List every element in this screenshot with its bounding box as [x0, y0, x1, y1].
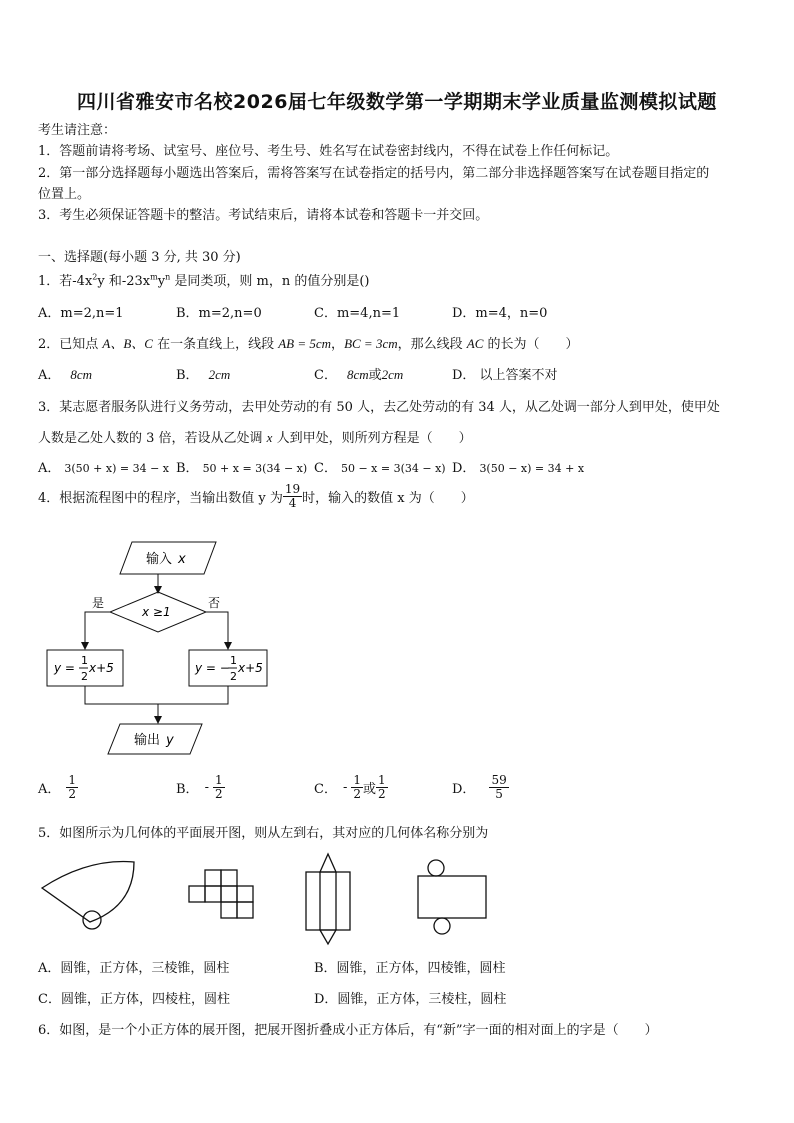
q3-option-d-label: D． — [452, 461, 476, 476]
q3-option-a-expr: 3(50 + x) = 34 − x — [64, 462, 170, 475]
q1-mid: y 和-23x — [97, 274, 151, 289]
notice-item-1: 1．答题前请将考场、试室号、座位号、考生号、姓名写在试卷密封线内，不得在试卷上作任何标记。 — [38, 144, 619, 159]
q4-option-d-den: 5 — [495, 787, 503, 801]
q2-option-b — [176, 364, 230, 383]
q4-option-a — [38, 774, 78, 801]
q4-option-a-den: 2 — [68, 787, 77, 801]
notice-item-2: 2．第一部分选择题每小题选出答案后，需将答案写在试卷指定的括号内，第二部分非选择题答案写在试卷题目指定的 — [38, 166, 710, 181]
q4-option-b — [176, 774, 225, 801]
q4-option-c-frac-2 — [376, 774, 388, 801]
q2-ab: AB = 5cm — [278, 336, 332, 351]
flow-yes-label: 是 — [92, 596, 105, 610]
q3-option-a-label: A． — [38, 461, 61, 476]
flowchart — [40, 534, 280, 760]
q4-option-c-num-2: 1 — [378, 773, 386, 787]
prism-net — [306, 854, 350, 944]
q3-line-1: 3．某志愿者服务队进行义务劳动，去甲处劳动的有 50 人，去乙处劳动的有 34 人，从乙处调一部分人到甲处，使甲处 — [38, 400, 720, 415]
q3-option-d — [452, 457, 584, 476]
q3-option-d-expr: 3(50 − x) = 34 + x — [479, 462, 585, 475]
cylinder-net — [418, 860, 486, 934]
q4-option-a-frac — [66, 774, 78, 801]
flow-right-post: x+5 — [238, 661, 263, 675]
notice-item-3: 3．考生必须保证答题卡的整洁。考试结束后，请将本试卷和答题卡一并交回。 — [38, 208, 489, 223]
q2-text-d: 的长为（ ） — [483, 337, 579, 352]
q5-text: 5．如图所示为几何体的平面展开图，则从左到右，其对应的几何体名称分别为 — [38, 826, 489, 841]
question-4 — [38, 483, 474, 510]
flow-input-var: x — [178, 552, 186, 567]
q3-option-b-expr: 50 + x = 3(34 − x) — [202, 462, 308, 475]
q1-option-d: D．m=4，n=0 — [452, 306, 548, 321]
flow-right-coef-num: 1 — [230, 654, 237, 667]
q1-mid-2: y — [157, 274, 166, 289]
flow-condition: x ≥1 — [142, 605, 171, 619]
flow-input-label: 输入 — [146, 552, 173, 567]
q4-option-c-label: C． — [314, 782, 337, 797]
flow-left-coef-num: 1 — [81, 654, 88, 667]
q3-option-c-expr: 50 − x = 3(34 − x) — [340, 462, 446, 475]
question-2 — [38, 333, 579, 352]
q4-option-c-den: 2 — [353, 787, 361, 801]
flow-left-post: x+5 — [89, 661, 114, 675]
q2-option-c-label: C． — [314, 368, 337, 383]
q3-line-2b: 人到甲处，则所列方程是（ ） — [272, 431, 472, 446]
q5-option-a: A．圆锥，正方体，三棱锥，圆柱 — [38, 961, 230, 976]
q2-option-c-or: 或 — [368, 368, 382, 383]
q5-option-b: B．圆锥，正方体，四棱锥，圆柱 — [314, 961, 506, 976]
q4-option-b-frac — [213, 774, 225, 801]
q2-option-c-value-2: 2cm — [381, 367, 404, 382]
q1-option-a: A．m=2,n=1 — [38, 306, 124, 321]
q4-option-c-num: 1 — [353, 773, 361, 787]
q2-option-a — [38, 364, 92, 383]
q2-ac: AC — [466, 336, 484, 351]
q3-option-b — [176, 457, 307, 476]
flow-output-label: 输出 — [134, 733, 161, 748]
q5-nets-figure — [30, 848, 510, 948]
flow-left-coef-den: 2 — [81, 670, 88, 683]
q2-text-b: 在一条直线上，线段 — [152, 337, 279, 352]
q4-text-b: 时，输入的数值 x 为（ ） — [302, 491, 474, 506]
q4-text-a: 4．根据流程图中的程序，当输出数值 y 为 — [38, 491, 283, 506]
q2-option-b-value: 2cm — [208, 367, 231, 382]
q2-option-a-value: 8cm — [70, 367, 93, 382]
q2-sep: ， — [331, 337, 345, 352]
q4-option-a-label: A． — [38, 782, 61, 797]
flow-right-coef-den: 2 — [230, 670, 237, 683]
q2-option-c-value: 8cm — [346, 367, 369, 382]
q6-text: 6．如图，是一个小正方体的展开图，把展开图折叠成小正方体后，有“新”字一面的相对面上的字是（ ） — [38, 1023, 658, 1038]
question-1 — [38, 270, 369, 289]
flow-no-label: 否 — [208, 596, 221, 610]
q2-option-b-label: B． — [176, 368, 199, 383]
flow-right-pre: y = − — [195, 661, 230, 675]
q4-option-d-num: 59 — [491, 773, 507, 787]
q4-option-d — [452, 774, 509, 801]
q1-option-c: C．m=4,n=1 — [314, 306, 401, 321]
q5-option-c: C．圆锥，正方体，四棱柱，圆柱 — [38, 992, 230, 1007]
q1-post: 是同类项，则 m，n 的值分别是() — [170, 274, 370, 289]
q2-option-d-value: 以上答案不对 — [479, 368, 558, 383]
q3-var-x: x — [266, 430, 273, 445]
cone-net — [42, 862, 134, 929]
q4-option-a-num: 1 — [68, 773, 77, 787]
flow-arrow-yes — [85, 612, 110, 648]
flow-merge-line — [85, 686, 228, 704]
q4-option-b-den: 2 — [214, 787, 223, 801]
q4-fraction — [283, 483, 302, 510]
q1-number: 1． — [38, 274, 60, 289]
q4-option-d-frac — [489, 774, 508, 801]
q2-option-d — [452, 364, 557, 383]
q1-sup-2: m — [150, 272, 158, 282]
q2-option-c — [314, 364, 403, 383]
section-heading: 一、选择题(每小题 3 分, 共 30 分) — [38, 250, 241, 265]
cube-net — [189, 870, 253, 918]
q1-sup-3: n — [165, 272, 171, 282]
q3-line-2a: 人数是乙处人数的 3 倍，若设从乙处调 — [38, 431, 267, 446]
q2-points: A、B、C — [102, 336, 153, 351]
q1-pre: 若-4x — [59, 274, 93, 289]
q1-sup-1: 2 — [92, 272, 98, 282]
notice-item-2-cont: 位置上。 — [38, 187, 91, 202]
q4-option-c-frac — [351, 774, 363, 801]
q4-option-c-den-2: 2 — [378, 787, 386, 801]
notice-heading: 考生请注意： — [38, 123, 117, 138]
q2-text-a: 2．已知点 — [38, 337, 103, 352]
q4-option-b-sign: - — [204, 780, 209, 795]
flow-output-var: y — [166, 733, 174, 748]
q2-option-a-label: A． — [38, 368, 61, 383]
q2-option-d-label: D． — [452, 368, 476, 383]
q3-option-c-label: C． — [314, 461, 337, 476]
q4-option-c-sign: - — [342, 780, 348, 795]
q2-bc: BC = 3cm — [344, 336, 398, 351]
flow-arrow-no — [206, 612, 228, 648]
q4-option-d-label: D． — [452, 782, 476, 797]
q5-option-d: D．圆锥，正方体，三棱柱，圆柱 — [314, 992, 507, 1007]
q3-line-2 — [38, 427, 472, 446]
q1-option-b: B．m=2,n=0 — [176, 306, 262, 321]
page-title: 四川省雅安市名校2026届七年级数学第一学期期末学业质量监测模拟试题 — [77, 91, 717, 113]
q4-fraction-num: 19 — [284, 482, 301, 496]
q4-fraction-den: 4 — [288, 496, 297, 510]
q4-option-b-num: 1 — [214, 773, 223, 787]
q4-option-c — [314, 774, 388, 801]
q2-text-c: ，那么线段 — [397, 337, 467, 352]
q3-option-a — [38, 457, 169, 476]
q3-option-b-label: B． — [176, 461, 199, 476]
flow-left-pre: y = — [54, 661, 75, 675]
q4-option-b-label: B． — [176, 782, 199, 797]
q3-option-c — [314, 457, 446, 476]
q4-option-c-or: 或 — [363, 782, 377, 797]
